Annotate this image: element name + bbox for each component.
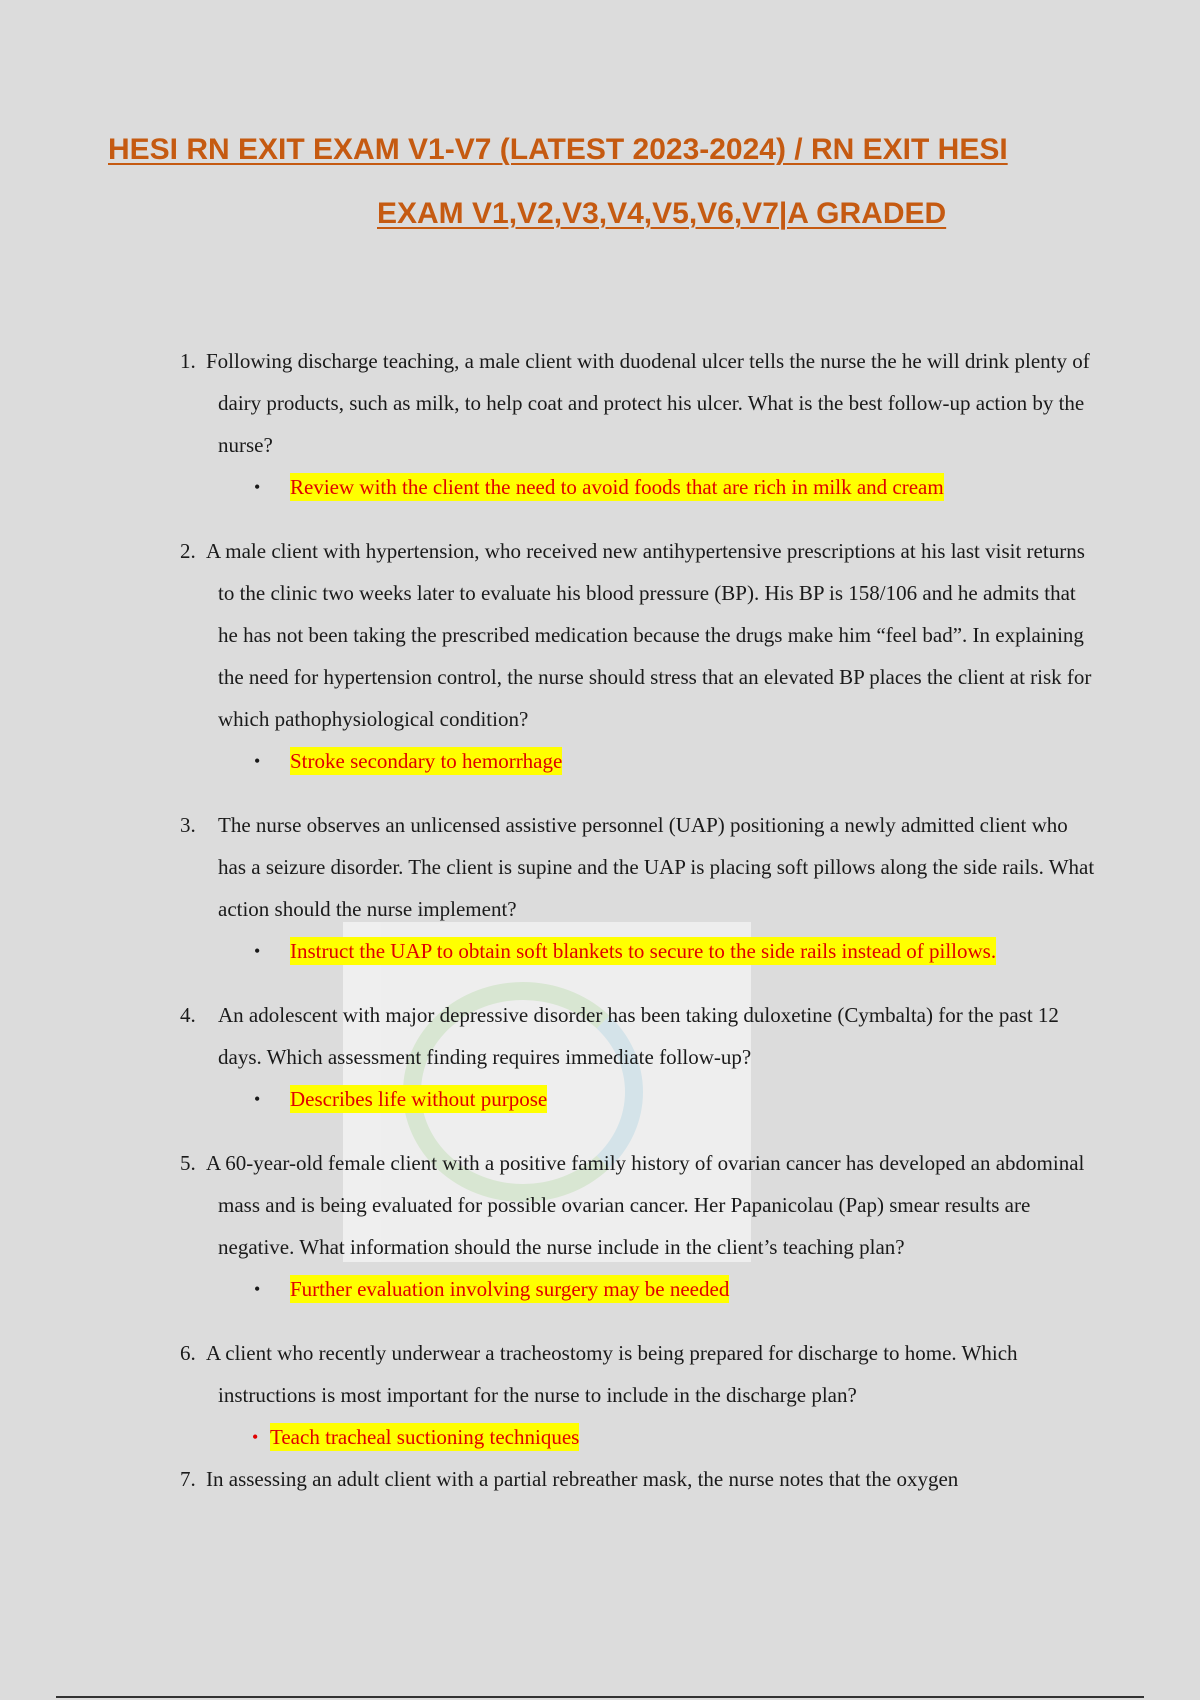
question-body: Following discharge teaching, a male client with duodenal ulcer tells the nurse the he will drink plenty of dairy products, such as milk, to help coat and protect his ulcer. What is the best follow-up action by the nurse? [206,349,1090,457]
answer-text: Teach tracheal suctioning techniques [270,1425,580,1449]
question-number: 7. [180,1467,196,1491]
answer-text: Describes life without purpose [290,1087,548,1111]
question-body: An adolescent with major depressive disorder has been taking duloxetine (Cymbalta) for the past 12 days. Which assessment finding requires immediate follow-up? [218,1003,1059,1069]
question-4 [180,994,1100,1120]
bullet-icon: • [254,941,261,961]
question-1 [180,340,1100,508]
question-body: The nurse observes an unlicensed assistive personnel (UAP) positioning a newly admitted client who has a seizure disorder. The client is supine and the UAP is placing soft pillows along the side rails. What action should the nurse implement? [218,813,1095,921]
bullet-icon: • [254,751,261,771]
question-number: 2. [180,539,196,563]
bullet-icon: • [254,1279,261,1299]
bullet-icon: • [252,1427,259,1447]
bullet-icon: • [254,1089,261,1109]
answer-item [180,1078,1100,1120]
title-line-2: EXAM V1,V2,V3,V4,V5,V6,V7|A GRADED [377,197,947,230]
bullet-icon: • [254,477,261,497]
question-body: A 60-year-old female client with a positive family history of ovarian cancer has developed an abdominal mass and is being evaluated for possible ovarian cancer. Her Papanicolau (Pap) smear results are negative. What information should the nurse include in the client’s teaching plan? [206,1151,1085,1259]
question-number: 1. [180,349,196,373]
question-2 [180,530,1100,782]
question-body: A male client with hypertension, who received new antihypertensive prescriptions at his last visit returns to the clinic two weeks later to evaluate his blood pressure (BP). His BP is 158/106 and he admits that he has not been taking the prescribed medication because the drugs make him “feel bad”. In explaining the need for hypertension control, the nurse should stress that an elevated BP places the client at risk for which pathophysiological condition? [206,539,1092,731]
title-line-1: HESI RN EXIT EXAM V1-V7 (LATEST 2023-2024) / RN EXIT HESI [108,133,1008,166]
question-5 [180,1142,1100,1310]
question-text [180,530,1100,740]
question-3 [180,804,1100,972]
question-7 [180,1458,1100,1500]
answer-item [180,466,1100,508]
question-list [180,340,1100,1522]
question-text [180,1458,1100,1500]
question-number: 6. [180,1341,196,1365]
question-6 [180,1332,1100,1458]
question-text [180,994,1100,1078]
question-text [180,1142,1100,1268]
answer-text: Further evaluation involving surgery may be needed [290,1277,730,1301]
question-body: In assessing an adult client with a partial rebreather mask, the nurse notes that the oxygen [206,1467,959,1491]
question-text [180,1332,1100,1416]
answer-item [180,740,1100,782]
question-body: A client who recently underwear a tracheostomy is being prepared for discharge to home. Which instructions is most important for the nurse to include in the discharge plan? [206,1341,1018,1407]
question-number: 4. [180,1003,196,1027]
answer-item [180,930,1100,972]
question-text [180,804,1100,930]
footer-divider [56,1696,1144,1698]
answer-text: Instruct the UAP to obtain soft blankets to secure to the side rails instead of pillows. [290,939,997,963]
question-number: 3. [180,813,196,837]
answer-item [180,1416,1100,1458]
answer-text: Stroke secondary to hemorrhage [290,749,563,773]
answer-text: Review with the client the need to avoid foods that are rich in milk and cream [290,475,944,499]
answer-item [180,1268,1100,1310]
question-text [180,340,1100,466]
question-number: 5. [180,1151,196,1175]
